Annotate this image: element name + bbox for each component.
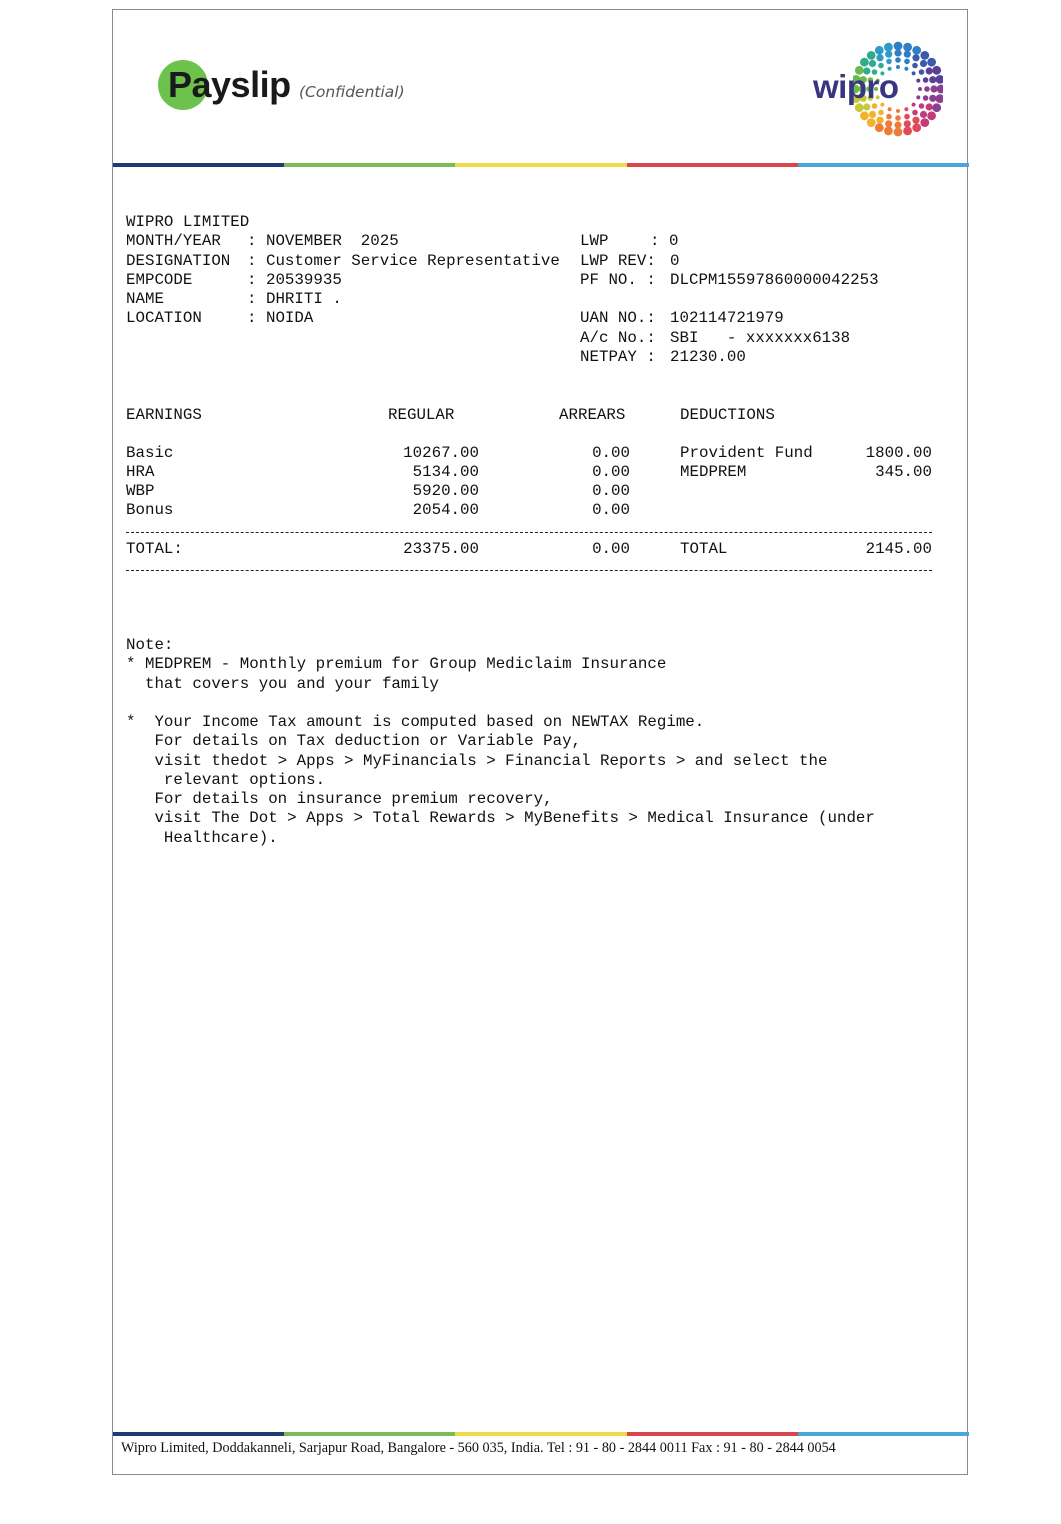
table-row-basic-name: Basic <box>126 444 174 462</box>
location-value: NOIDA <box>265 309 314 327</box>
empcode-value: 20539935 <box>265 271 342 289</box>
payslip-page: Payslip (Confidential) wipro WIPRO LIMITED MONTH/YEAR : NOVEMBER 2025 DESIGNATION : Customer Service Representative EMPCODE : 20539935 NAME : DHRITI . LOCATION : NOIDA LWP : 0 LWP REV: 0 PF NO. : DLCPM15597860000042253 UAN NO.: 102114721979 A/c No.: SBI - xxxxxxx6138 NETPAY : 21230.00 EARNINGS REGULAR ARREARS DEDUCTIONS Basic 10267.00 0.00 HRA 5134.00 0.00 WBP 5920.00 0.00 Bonus 2054.00 0.00 Provident Fund 1800.00 MEDPREM 345.00 TOTAL: 23375.00 0.00 TOTAL 2145.00 Note: * MEDPREM - Monthly premium for Group Mediclaim Insurance that covers you and your family * Your Income Tax amount is computed based on NEWTAX Regime. For details on Tax deduction or Variable Pay, visit thedot > Apps > MyFinancials > Financial Reports > and select the relevant options. For details on insurance premium recovery, visit The Dot > Apps > Total Rewards > MyBenefits > Medical Insurance (under Healthcare). Wipro Limited, Doddakanneli, Sarjapur Road, Bangalore - 560 035, India. Tel : 91 - 80 - 2844 0011 Fax : 91 - 80 - 2844 0054 <box>112 9 968 1475</box>
uan-label: UAN NO.: <box>580 309 656 327</box>
note-line: that covers you and your family <box>126 675 439 693</box>
uan-value: 102114721979 <box>670 309 784 327</box>
table-row-bonus-name: Bonus <box>126 501 174 519</box>
confidential-label: (Confidential) <box>299 83 405 101</box>
table-row-basic-regular: 10267.00 <box>403 444 479 462</box>
total-arrears: 0.00 <box>592 540 630 558</box>
account-value: SBI - xxxxxxx6138 <box>670 329 851 347</box>
table-row-wbp-arrears: 0.00 <box>592 482 630 500</box>
lwp-rev-label: LWP REV: <box>580 252 656 270</box>
name-value: DHRITI . <box>265 290 342 308</box>
note-line: relevant options. <box>126 771 326 789</box>
location-label: LOCATION <box>126 309 202 327</box>
pf-label: PF NO. : <box>580 271 656 289</box>
month-year-value: NOVEMBER 2025 <box>265 232 399 250</box>
note-line: * MEDPREM - Monthly premium for Group Mediclaim Insurance <box>126 655 667 673</box>
deduction-pf-name: Provident Fund <box>680 444 813 462</box>
earnings-header: EARNINGS <box>126 406 202 424</box>
company-name: WIPRO LIMITED <box>126 213 250 231</box>
deduction-pf-amount: 1800.00 <box>865 444 932 462</box>
table-row-wbp-regular: 5920.00 <box>412 482 479 500</box>
lwp-rev-value: 0 <box>670 252 680 270</box>
note-line: For details on Tax deduction or Variable Pay, <box>126 732 582 750</box>
table-divider-top <box>126 532 932 533</box>
table-row-hra-regular: 5134.00 <box>412 463 479 481</box>
deduction-medprem-amount: 345.00 <box>875 463 932 481</box>
note-line: visit thedot > Apps > MyFinancials > Financial Reports > and select the <box>126 752 828 770</box>
table-row-bonus-arrears: 0.00 <box>592 501 630 519</box>
note-line: * Your Income Tax amount is computed based on NEWTAX Regime. <box>126 713 705 731</box>
total-label: TOTAL: <box>126 540 183 558</box>
designation-value: Customer Service Representative <box>265 252 560 270</box>
notes-title: Note: <box>126 636 174 654</box>
designation-label: DESIGNATION <box>126 252 231 270</box>
note-line: Healthcare). <box>126 829 278 847</box>
regular-header: REGULAR <box>388 406 455 424</box>
header-color-stripe <box>113 163 969 167</box>
netpay-label: NETPAY : <box>580 348 656 366</box>
note-line: For details on insurance premium recovery, <box>126 790 553 808</box>
table-row-hra-arrears: 0.00 <box>592 463 630 481</box>
footer-address: Wipro Limited, Doddakanneli, Sarjapur Road, Bangalore - 560 035, India. Tel : 91 - 80 - 2844 0011 Fax : 91 - 80 - 2844 0054 <box>121 1440 836 1456</box>
lwp-label: LWP <box>580 232 609 250</box>
netpay-value: 21230.00 <box>670 348 746 366</box>
empcode-label: EMPCODE <box>126 271 193 289</box>
deductions-header: DEDUCTIONS <box>680 406 775 424</box>
table-row-bonus-regular: 2054.00 <box>412 501 479 519</box>
arrears-header: ARREARS <box>559 406 626 424</box>
total-regular: 23375.00 <box>403 540 479 558</box>
account-label: A/c No.: <box>580 329 656 347</box>
total-deduction-amount: 2145.00 <box>865 540 932 558</box>
name-label: NAME <box>126 290 164 308</box>
lwp-value: 0 <box>668 232 679 250</box>
table-row-basic-arrears: 0.00 <box>592 444 630 462</box>
footer-color-stripe <box>113 1432 969 1436</box>
wipro-brand-text: wipro <box>813 68 899 105</box>
table-row-wbp-name: WBP <box>126 482 155 500</box>
total-deduction-label: TOTAL <box>680 540 728 558</box>
table-row-hra-name: HRA <box>126 463 155 481</box>
note-line: visit The Dot > Apps > Total Rewards > MyBenefits > Medical Insurance (under <box>126 809 875 827</box>
table-divider-bottom <box>126 570 932 571</box>
pf-value: DLCPM15597860000042253 <box>670 271 879 289</box>
month-year-label: MONTH/YEAR <box>126 232 221 250</box>
deduction-medprem-name: MEDPREM <box>680 463 747 481</box>
payslip-logo-text: Payslip <box>168 64 291 105</box>
